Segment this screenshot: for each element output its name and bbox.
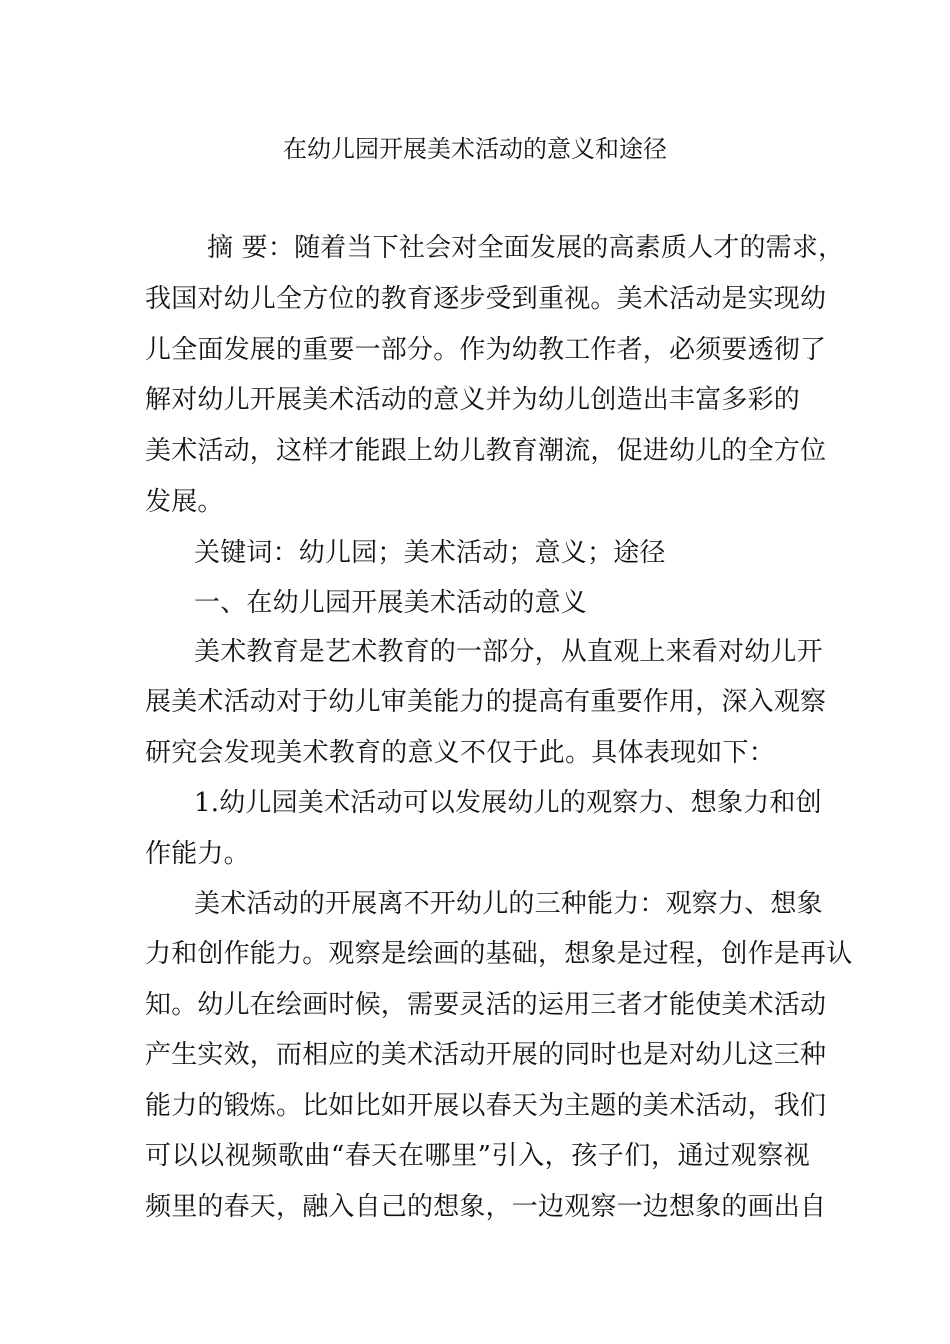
body-line: 频里的春天，融入自己的想象，一边观察一边想象的画出自 [145, 1192, 827, 1222]
body-line: 力和创作能力。观察是绘画的基础，想象是过程，创作是再认 [145, 939, 853, 969]
abstract-line: 我国对幼儿全方位的教育逐步受到重视。美术活动是实现幼 [145, 284, 827, 314]
body-line: 研究会发现美术教育的意义不仅于此。具体表现如下： [145, 738, 775, 768]
subsection-heading: 作能力。 [145, 839, 250, 869]
abstract-line: 摘 要：随着当下社会对全面发展的高素质人才的需求， [207, 233, 845, 263]
abstract-line: 发展。 [145, 487, 224, 517]
abstract-line: 儿全面发展的重要一部分。作为幼教工作者，必须要透彻了 [145, 335, 827, 365]
subsection-heading: 1.幼儿园美术活动可以发展幼儿的观察力、想象力和创 [194, 788, 822, 818]
body-line: 美术活动的开展离不开幼儿的三种能力：观察力、想象 [194, 889, 823, 919]
body-line: 能力的锻炼。比如比如开展以春天为主题的美术活动，我们 [145, 1091, 827, 1121]
body-line: 产生实效，而相应的美术活动开展的同时也是对幼儿这三种 [145, 1040, 827, 1070]
abstract-line: 解对幼儿开展美术活动的意义并为幼儿创造出丰富多彩的 [145, 385, 801, 415]
document-title: 在幼儿园开展美术活动的意义和途径 [283, 135, 667, 163]
section-heading: 一、在幼儿园开展美术活动的意义 [194, 588, 588, 618]
body-line: 可以以视频歌曲“春天在哪里”引入，孩子们，通过观察视 [145, 1141, 810, 1171]
body-line: 知。幼儿在绘画时候，需要灵活的运用三者才能使美术活动 [145, 990, 827, 1020]
keywords-line: 关键词：幼儿园；美术活动；意义；途径 [194, 538, 666, 568]
abstract-line: 美术活动，这样才能跟上幼儿教育潮流，促进幼儿的全方位 [145, 436, 827, 466]
body-line: 美术教育是艺术教育的一部分，从直观上来看对幼儿开 [194, 637, 823, 667]
body-line: 展美术活动对于幼儿审美能力的提高有重要作用，深入观察 [145, 687, 827, 717]
